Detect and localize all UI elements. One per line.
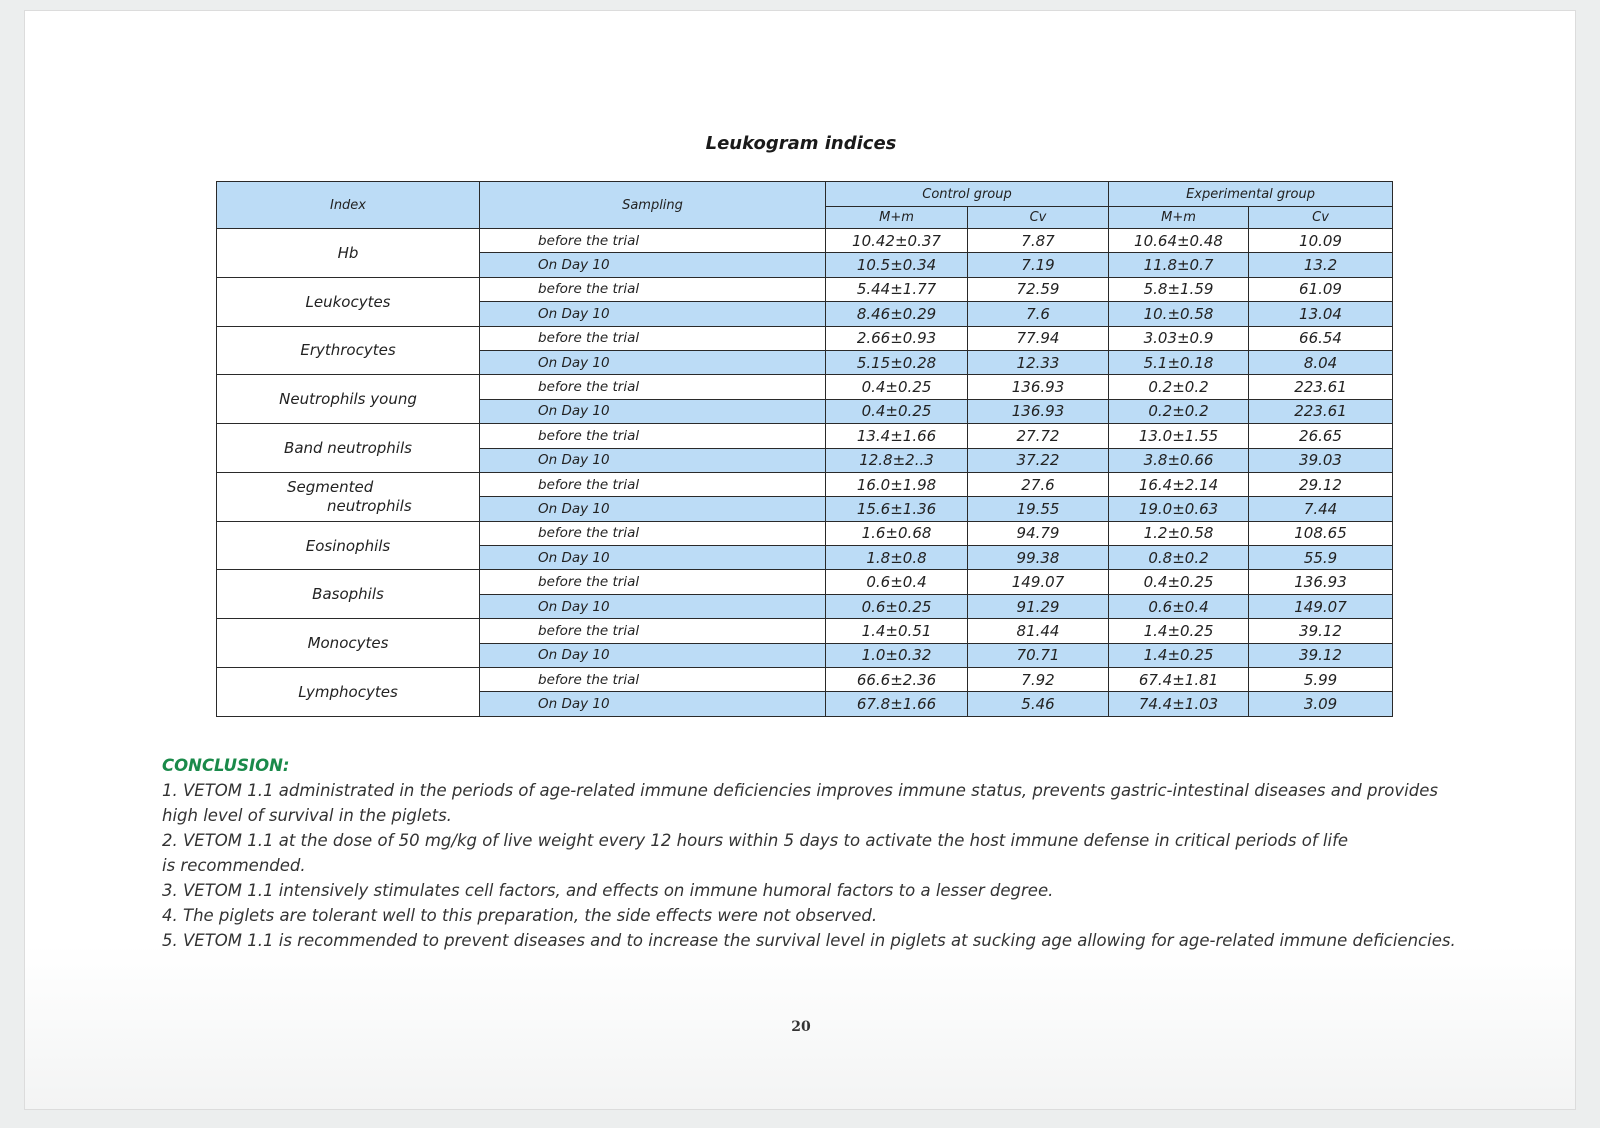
- conclusion-section: [162, 753, 1502, 953]
- sampling-cell: On Day 10: [480, 643, 826, 667]
- sampling-cell: before the trial: [480, 424, 826, 448]
- document-page: [24, 10, 1576, 1110]
- leukogram-table: [216, 181, 1393, 717]
- experimental-cv-cell: 61.09: [1249, 277, 1393, 301]
- table-row: [217, 570, 1393, 594]
- control-m-cell: 1.6±0.68: [826, 521, 968, 545]
- control-cv-cell: 27.6: [968, 472, 1109, 496]
- sampling-cell: On Day 10: [480, 350, 826, 374]
- index-cell: Hb: [217, 229, 480, 278]
- experimental-cv-cell: 108.65: [1249, 521, 1393, 545]
- experimental-cv-cell: 149.07: [1249, 594, 1393, 618]
- header-experimental-group: Experimental group: [1109, 182, 1393, 207]
- control-cv-cell: 70.71: [968, 643, 1109, 667]
- table-row: [217, 668, 1393, 692]
- experimental-m-cell: 19.0±0.63: [1109, 497, 1249, 521]
- table-row: [217, 521, 1393, 545]
- conclusion-line: 2. VETOM 1.1 at the dose of 50 mg/kg of live weight every 12 hours within 5 days to activate the host immune defense in critical periods of life: [162, 831, 1349, 850]
- control-cv-cell: 7.92: [968, 668, 1109, 692]
- experimental-m-cell: 0.2±0.2: [1109, 375, 1249, 399]
- index-cell: Neutrophils young: [217, 375, 480, 424]
- control-m-cell: 0.6±0.4: [826, 570, 968, 594]
- index-cell: Erythrocytes: [217, 326, 480, 375]
- sampling-cell: before the trial: [480, 619, 826, 643]
- experimental-m-cell: 0.8±0.2: [1109, 546, 1249, 570]
- header-control-m: M+m: [826, 207, 968, 229]
- index-cell: Monocytes: [217, 619, 480, 668]
- control-m-cell: 8.46±0.29: [826, 302, 968, 326]
- experimental-cv-cell: 8.04: [1249, 350, 1393, 374]
- table-row: [217, 472, 1393, 496]
- experimental-m-cell: 3.03±0.9: [1109, 326, 1249, 350]
- conclusion-line: 4. The piglets are tolerant well to this preparation, the side effects were not observed.: [162, 906, 878, 925]
- header-experimental-cv: Cv: [1249, 207, 1393, 229]
- sampling-cell: On Day 10: [480, 448, 826, 472]
- sampling-cell: before the trial: [480, 472, 826, 496]
- experimental-cv-cell: 3.09: [1249, 692, 1393, 716]
- control-m-cell: 5.15±0.28: [826, 350, 968, 374]
- table-title: Leukogram indices: [705, 133, 897, 154]
- experimental-cv-cell: 55.9: [1249, 546, 1393, 570]
- experimental-m-cell: 0.4±0.25: [1109, 570, 1249, 594]
- table-row: [217, 326, 1393, 350]
- index-cell: Eosinophils: [217, 521, 480, 570]
- experimental-cv-cell: 26.65: [1249, 424, 1393, 448]
- sampling-cell: before the trial: [480, 375, 826, 399]
- control-cv-cell: 7.6: [968, 302, 1109, 326]
- index-label-line1: Segmented: [287, 477, 374, 496]
- sampling-cell: before the trial: [480, 668, 826, 692]
- experimental-cv-cell: 10.09: [1249, 229, 1393, 253]
- sampling-cell: before the trial: [480, 570, 826, 594]
- conclusion-line: 5. VETOM 1.1 is recommended to prevent diseases and to increase the survival level in piglets at sucking age allowing for age-related immune deficiencies.: [162, 931, 1456, 950]
- experimental-cv-cell: 29.12: [1249, 472, 1393, 496]
- index-cell: Leukocytes: [217, 277, 480, 326]
- index-cell: Lymphocytes: [217, 668, 480, 717]
- index-label-line2: neutrophils: [327, 496, 412, 515]
- header-control-cv: Cv: [968, 207, 1109, 229]
- experimental-m-cell: 0.6±0.4: [1109, 594, 1249, 618]
- control-cv-cell: 149.07: [968, 570, 1109, 594]
- control-cv-cell: 136.93: [968, 375, 1109, 399]
- sampling-cell: On Day 10: [480, 253, 826, 277]
- header-control-group: Control group: [826, 182, 1109, 207]
- experimental-m-cell: 67.4±1.81: [1109, 668, 1249, 692]
- control-cv-cell: 5.46: [968, 692, 1109, 716]
- experimental-m-cell: 5.8±1.59: [1109, 277, 1249, 301]
- control-m-cell: 12.8±2..3: [826, 448, 968, 472]
- index-cell: Basophils: [217, 570, 480, 619]
- control-cv-cell: 19.55: [968, 497, 1109, 521]
- page-number: 20: [791, 1019, 811, 1035]
- experimental-cv-cell: 39.12: [1249, 619, 1393, 643]
- experimental-cv-cell: 7.44: [1249, 497, 1393, 521]
- control-cv-cell: 72.59: [968, 277, 1109, 301]
- conclusion-line: high level of survival in the piglets.: [162, 806, 452, 825]
- table-row: [217, 229, 1393, 253]
- experimental-cv-cell: 13.04: [1249, 302, 1393, 326]
- experimental-m-cell: 10.±0.58: [1109, 302, 1249, 326]
- control-m-cell: 1.8±0.8: [826, 546, 968, 570]
- experimental-cv-cell: 13.2: [1249, 253, 1393, 277]
- control-cv-cell: 99.38: [968, 546, 1109, 570]
- control-cv-cell: 91.29: [968, 594, 1109, 618]
- experimental-m-cell: 74.4±1.03: [1109, 692, 1249, 716]
- control-m-cell: 1.0±0.32: [826, 643, 968, 667]
- sampling-cell: On Day 10: [480, 497, 826, 521]
- experimental-cv-cell: 136.93: [1249, 570, 1393, 594]
- experimental-m-cell: 10.64±0.48: [1109, 229, 1249, 253]
- experimental-m-cell: 1.2±0.58: [1109, 521, 1249, 545]
- conclusion-title: CONCLUSION:: [162, 756, 290, 775]
- experimental-cv-cell: 39.12: [1249, 643, 1393, 667]
- table-row: [217, 424, 1393, 448]
- conclusion-line: 1. VETOM 1.1 administrated in the periods of age-related immune deficiencies improves immune status, prevents gastric-intestinal diseases and provides: [162, 781, 1438, 800]
- experimental-cv-cell: 223.61: [1249, 399, 1393, 423]
- sampling-cell: On Day 10: [480, 692, 826, 716]
- control-m-cell: 1.4±0.51: [826, 619, 968, 643]
- control-m-cell: 0.6±0.25: [826, 594, 968, 618]
- experimental-m-cell: 16.4±2.14: [1109, 472, 1249, 496]
- control-cv-cell: 136.93: [968, 399, 1109, 423]
- experimental-m-cell: 0.2±0.2: [1109, 399, 1249, 423]
- sampling-cell: On Day 10: [480, 399, 826, 423]
- sampling-cell: On Day 10: [480, 594, 826, 618]
- header-sampling: Sampling: [480, 182, 826, 229]
- experimental-cv-cell: 66.54: [1249, 326, 1393, 350]
- header-experimental-m: M+m: [1109, 207, 1249, 229]
- experimental-cv-cell: 39.03: [1249, 448, 1393, 472]
- control-cv-cell: 27.72: [968, 424, 1109, 448]
- control-m-cell: 66.6±2.36: [826, 668, 968, 692]
- control-m-cell: 15.6±1.36: [826, 497, 968, 521]
- control-m-cell: 0.4±0.25: [826, 399, 968, 423]
- experimental-m-cell: 1.4±0.25: [1109, 619, 1249, 643]
- experimental-m-cell: 1.4±0.25: [1109, 643, 1249, 667]
- index-cell: Band neutrophils: [217, 424, 480, 473]
- conclusion-line: is recommended.: [162, 856, 306, 875]
- sampling-cell: before the trial: [480, 229, 826, 253]
- table-row: [217, 619, 1393, 643]
- control-cv-cell: 7.87: [968, 229, 1109, 253]
- control-cv-cell: 12.33: [968, 350, 1109, 374]
- sampling-cell: On Day 10: [480, 302, 826, 326]
- experimental-m-cell: 13.0±1.55: [1109, 424, 1249, 448]
- sampling-cell: before the trial: [480, 521, 826, 545]
- control-cv-cell: 77.94: [968, 326, 1109, 350]
- experimental-m-cell: 11.8±0.7: [1109, 253, 1249, 277]
- header-index: Index: [217, 182, 480, 229]
- control-cv-cell: 37.22: [968, 448, 1109, 472]
- control-m-cell: 16.0±1.98: [826, 472, 968, 496]
- table-row: [217, 277, 1393, 301]
- control-m-cell: 5.44±1.77: [826, 277, 968, 301]
- index-cell: [217, 472, 480, 521]
- experimental-m-cell: 3.8±0.66: [1109, 448, 1249, 472]
- control-m-cell: 10.42±0.37: [826, 229, 968, 253]
- experimental-m-cell: 5.1±0.18: [1109, 350, 1249, 374]
- experimental-cv-cell: 5.99: [1249, 668, 1393, 692]
- control-cv-cell: 81.44: [968, 619, 1109, 643]
- control-m-cell: 10.5±0.34: [826, 253, 968, 277]
- control-m-cell: 67.8±1.66: [826, 692, 968, 716]
- sampling-cell: On Day 10: [480, 546, 826, 570]
- control-m-cell: 0.4±0.25: [826, 375, 968, 399]
- sampling-cell: before the trial: [480, 326, 826, 350]
- conclusion-line: 3. VETOM 1.1 intensively stimulates cell factors, and effects on immune humoral factors to a lesser degree.: [162, 881, 1054, 900]
- control-m-cell: 13.4±1.66: [826, 424, 968, 448]
- control-m-cell: 2.66±0.93: [826, 326, 968, 350]
- control-cv-cell: 7.19: [968, 253, 1109, 277]
- control-cv-cell: 94.79: [968, 521, 1109, 545]
- table-row: [217, 375, 1393, 399]
- sampling-cell: before the trial: [480, 277, 826, 301]
- experimental-cv-cell: 223.61: [1249, 375, 1393, 399]
